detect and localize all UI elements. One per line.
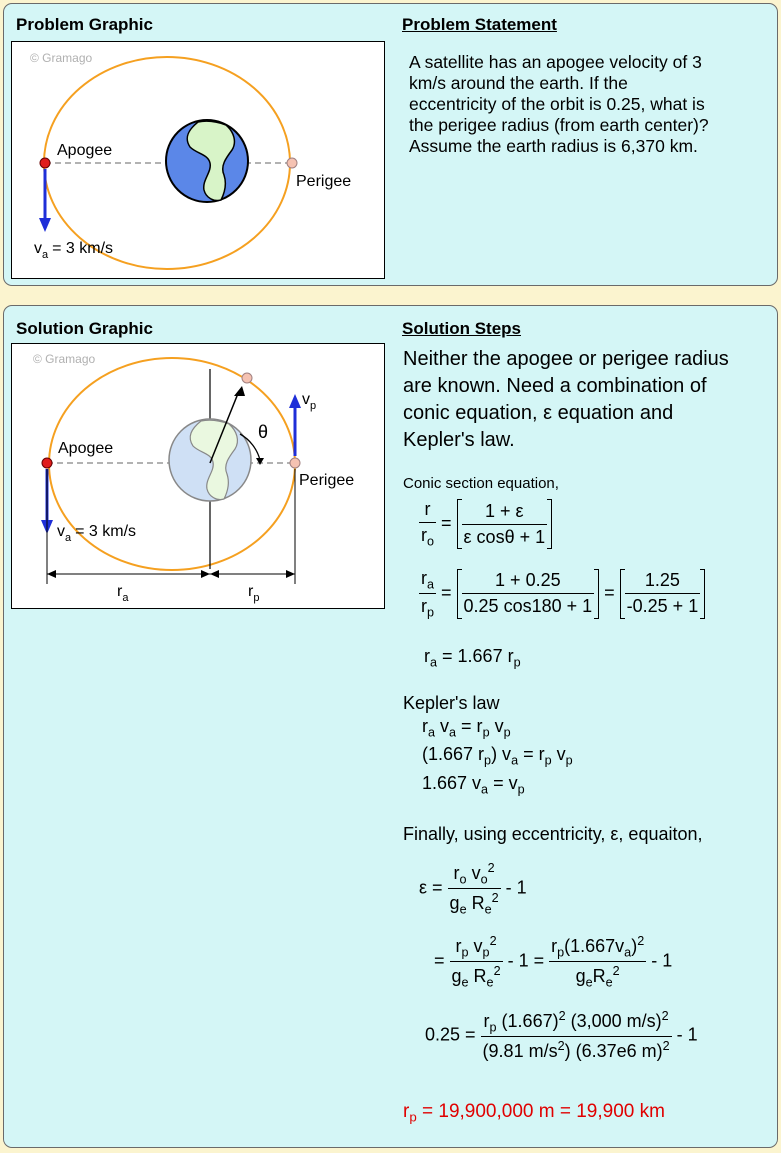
kepler-equations: $r_a$ $v_a = r_p$ $v_p$ (1.667 $r_p$) $v_a = r_p$ $v_p$ 1.667 $v_a = v_p$ [422, 716, 573, 797]
problem-panel [3, 3, 778, 286]
solution-steps-title: Solution Steps [402, 319, 521, 338]
problem-graphic [11, 41, 385, 279]
problem-statement [409, 52, 709, 157]
apogee-dot [42, 458, 52, 468]
copyright-text: © Gramago [33, 352, 96, 366]
apogee-dot [40, 158, 50, 168]
ecc-equation-3: 0.25 = $\frac{r_p (1.667)^2 (3,000 m/s)^2}{(9.81 m/s^2) (6.37e6 m)^2}$ - 1 [425, 1009, 698, 1062]
intro-line: Kepler's law. [403, 429, 515, 451]
statement-line: Assume the earth radius is 6,370 km. [409, 136, 698, 156]
apogee-label: Apogee [57, 142, 113, 159]
perigee-label: Perigee [299, 472, 355, 489]
satellite-dot [242, 373, 252, 383]
statement-line: the perigee radius (from earth center)? [409, 115, 709, 135]
perigee-dot [290, 458, 300, 468]
theta-arrow-icon [256, 458, 264, 465]
ra-result: $r_a = 1.667$ $r_p$ [424, 646, 521, 670]
statement-line: eccentricity of the orbit is 0.25, what is [409, 94, 705, 114]
perigee-label: Perigee [296, 173, 352, 190]
solution-panel [3, 305, 778, 1148]
theta-label: θ [258, 422, 269, 442]
intro-line: Neither the apogee or perigee radius [403, 348, 729, 370]
earth-icon [169, 419, 251, 501]
problem-graphic-title: Problem Graphic [16, 15, 153, 34]
ecc-equation-1: ε = $\frac{r_o v_o^2}{g_e R_e^2}$ - 1 [419, 861, 527, 917]
earth-icon [166, 120, 248, 202]
problem-statement-title: Problem Statement [402, 15, 557, 34]
velocity-arrow-icon [39, 169, 51, 232]
solution-graphic-title: Solution Graphic [16, 319, 153, 338]
eccentricity-label: Finally, using eccentricity, ε, equaiton, [403, 824, 703, 844]
conic-equation: $\frac{r}{r_o}$ = $\frac{1 + \varepsilon}{\text{ε cosθ + 1}}$ [419, 499, 552, 549]
ra-label: $r_a$ [117, 583, 129, 604]
intro-line: conic equation, ε equation and [403, 402, 674, 424]
intro-line: are known. Need a combination of [403, 375, 707, 397]
rp-label: $r_p$ [248, 583, 260, 604]
solution-graphic [11, 343, 385, 609]
final-answer: $r_p = 19,900,000$ m = 19,900 km [403, 1101, 665, 1125]
statement-line: A satellite has an apogee velocity of 3 [409, 52, 702, 72]
perigee-dot [287, 158, 297, 168]
ecc-equation-2: = $\frac{r_p v_p^2}{g_e R_e^2}$ - 1 = $\frac{r_p(1.667v_a)^2}{g_eR_e^2}$ - 1 [434, 934, 673, 990]
velocity-label: $v_a = 3$ km/s [34, 240, 114, 261]
solution-intro [403, 346, 729, 454]
statement-line: km/s around the earth. If the [409, 73, 628, 93]
copyright-text: © Gramago [30, 51, 93, 65]
kepler-label: Kepler's law [403, 693, 500, 713]
conic-label: Conic section equation, [403, 475, 559, 492]
apogee-label: Apogee [58, 440, 114, 457]
velocity-perigee-arrow-icon [289, 394, 301, 456]
vp-label: $v_p$ [302, 391, 317, 412]
velocity-label: $v_a = 3$ km/s [57, 523, 137, 544]
ratio-equation: $\frac{r_a}{r_p}$ = $\frac{1 + 0.25}{0.25 \cos 180 + 1}$ = $\frac{1.25}{-0.25 + 1}$ [419, 568, 705, 620]
